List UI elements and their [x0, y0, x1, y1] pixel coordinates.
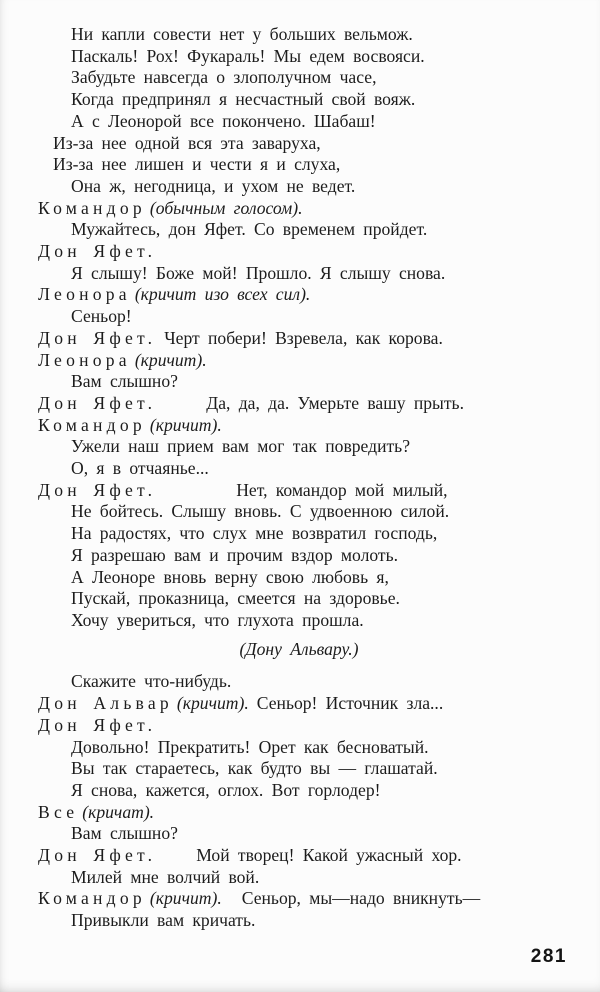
speaker-line [0, 328, 600, 350]
speaker-line [0, 415, 600, 437]
speaker-line [0, 845, 600, 867]
verse-line: Скажите что-нибудь. [71, 671, 232, 692]
speaker-line [0, 198, 600, 220]
verse-line: О, я в отчаянье... [71, 458, 209, 479]
verse-line: Когда предпринял я несчастный свой вояж. [71, 89, 416, 110]
speech-text: Мой творец! Какой ужасный хор. [196, 845, 462, 866]
speaker-line [0, 693, 600, 715]
speech-text: Сеньор! Источник зла... [256, 693, 444, 714]
speaker-name: Дон Яфет. [38, 479, 157, 500]
verse-line: Не бойтесь. Слышу вновь. С удвоенною силой. [71, 501, 450, 522]
speech-text: Сеньор, мы—надо вникнуть— [241, 888, 481, 909]
speaker-name: Командор [38, 414, 146, 435]
play-text-block [0, 24, 600, 932]
stage-direction-inline: (кричит). [176, 693, 249, 714]
speaker-line [0, 393, 600, 415]
verse-line: Пускай, проказница, смеется на здоровье. [71, 588, 400, 609]
verse-line: Хочу увериться, что глухота прошла. [71, 609, 364, 630]
verse-line: Привыкли вам кричать. [71, 910, 256, 931]
speech-text: Черт побери! Взревела, как корова. [164, 327, 443, 348]
stage-direction: (Дону Альвару.) [239, 638, 359, 659]
speaker-name: Леонора [38, 284, 131, 305]
verse-line: Из-за нее одной вся эта заваруха, [53, 132, 321, 153]
speaker-line [0, 802, 600, 824]
speaker-line [0, 888, 600, 910]
speaker-name: Командор [38, 197, 146, 218]
stage-direction-inline: (обычным голосом). [149, 197, 303, 218]
speaker-name: Все [38, 801, 79, 822]
verse-line: Ни капли совести нет у больших вельмож. [71, 24, 413, 44]
verse-line: Сеньор! [71, 306, 132, 327]
verse-line: Вам слышно? [71, 823, 178, 844]
verse-line: Вам слышно? [71, 371, 178, 392]
verse-line: А с Леонорой все покончено. Шабаш! [71, 110, 376, 131]
speaker-name: Дон Яфет. [38, 241, 157, 262]
speaker-name: Дон Яфет. [38, 327, 157, 348]
verse-line: Паскаль! Рох! Фукараль! Мы едем восвояси. [71, 45, 425, 66]
stage-direction-inline: (кричит). [134, 349, 207, 370]
stage-direction-inline: (кричит). [149, 414, 222, 435]
verse-line: Я слышу! Боже мой! Прошло. Я слышу снова. [71, 262, 446, 283]
speaker-line [0, 480, 600, 502]
speaker-line [0, 350, 600, 372]
speech-text: Нет, командор мой милый, [236, 479, 448, 500]
verse-line: Мужайтесь, дон Яфет. Со временем пройдет. [71, 219, 428, 240]
speaker-name: Леонора [38, 349, 131, 370]
verse-line: Я снова, кажется, оглох. Вот горлодер! [71, 779, 381, 800]
stage-direction-inline: (кричит изо всех сил). [134, 284, 311, 305]
verse-line: Вы так стараетесь, как будто вы — глашатай. [71, 758, 438, 779]
speaker-name: Дон Яфет. [38, 714, 157, 735]
speaker-name: Командор [38, 888, 146, 909]
verse-line: А Леоноре вновь верну свою любовь я, [71, 566, 389, 587]
speaker-name: Дон Альвар [38, 693, 173, 714]
verse-line: Из-за нее лишен и чести я и слуха, [53, 154, 341, 175]
speaker-line [0, 284, 600, 306]
verse-line: Ужели наш прием вам мог так повредить? [71, 436, 411, 457]
speech-text: Да, да, да. Умерьте вашу прыть. [206, 392, 464, 413]
verse-line: Довольно! Прекратить! Орет как бесноватый. [71, 736, 429, 757]
verse-line: Она ж, негодница, и ухом не ведет. [71, 175, 356, 196]
stage-direction-inline: (кричат). [82, 801, 155, 822]
verse-line: Милей мне волчий вой. [71, 866, 260, 887]
speaker-name: Дон Яфет. [38, 845, 157, 866]
speaker-line [0, 241, 600, 263]
stage-direction-inline: (кричит). [149, 888, 222, 909]
verse-line: Забудьте навсегда о злополучном часе, [71, 67, 377, 88]
page-number: 281 [530, 946, 567, 967]
speaker-line [0, 715, 600, 737]
verse-line: Я разрешаю вам и прочим вздор молоть. [71, 544, 399, 565]
verse-line: На радостях, что слух мне возвратил господь, [71, 523, 438, 544]
speaker-name: Дон Яфет. [38, 392, 157, 413]
